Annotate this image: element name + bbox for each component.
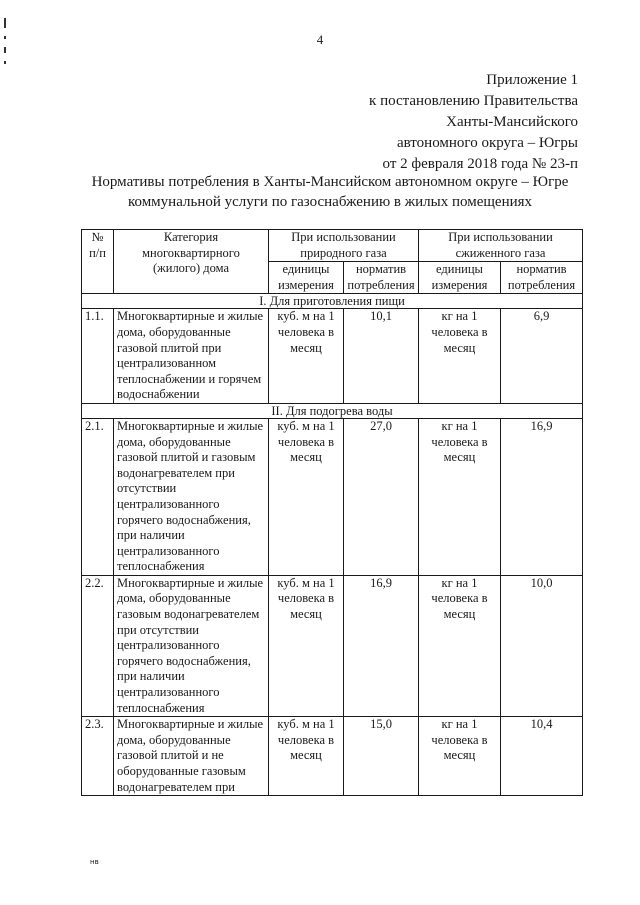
title-line: коммунальной услуги по газоснабжению в жилых помещениях [127, 194, 533, 210]
margin-marks [4, 18, 6, 78]
row-natural-norm: 16,9 [344, 575, 419, 716]
row-category: Многоквартирные и жилые дома, оборудованные газовой плитой при централизованном теплоснабжении и горячем водоснабжении [114, 309, 269, 404]
table-row [82, 418, 583, 575]
row-category: Многоквартирные и жилые дома, оборудованные газовым водонагревателем при отсутствии централизованного горячего водоснабжения, при наличии централизованного теплоснабжения [114, 575, 269, 716]
row-natural-norm: 27,0 [344, 418, 419, 575]
norms-table [81, 229, 583, 796]
appendix-line: к постановлению Правительства [369, 93, 578, 109]
row-natural-unit: куб. м на 1 человека в месяц [269, 717, 344, 796]
header-norm: норматив потребления [344, 262, 419, 294]
table-row [82, 309, 583, 404]
header-units: единицы измерения [269, 262, 344, 294]
row-liquefied-unit: кг на 1 человека в месяц [419, 309, 501, 404]
page-number: 4 [316, 32, 324, 47]
appendix-line: Приложение 1 [486, 72, 578, 88]
row-num: 2.1. [82, 418, 114, 575]
row-liquefied-norm: 10,4 [501, 717, 583, 796]
document-title [60, 172, 600, 212]
appendix-block [369, 70, 578, 175]
title-line: Нормативы потребления в Ханты-Мансийском автономном округе – Югре [91, 174, 569, 190]
row-num: 2.3. [82, 717, 114, 796]
section-row [82, 294, 583, 309]
row-num: 1.1. [82, 309, 114, 404]
header-units: единицы измерения [419, 262, 501, 294]
section-title: II. Для подогрева воды [82, 403, 583, 418]
footer-mark: нв [90, 858, 99, 866]
row-natural-unit: куб. м на 1 человека в месяц [269, 309, 344, 404]
row-category: Многоквартирные и жилые дома, оборудованные газовой плитой и не оборудованные газовым водонагревателем при [114, 717, 269, 796]
row-liquefied-norm: 10,0 [501, 575, 583, 716]
appendix-line: автономного округа – Югры [396, 135, 578, 151]
appendix-line: Ханты-Мансийского [446, 114, 578, 130]
row-natural-unit: куб. м на 1 человека в месяц [269, 575, 344, 716]
row-liquefied-unit: кг на 1 человека в месяц [419, 575, 501, 716]
row-category: Многоквартирные и жилые дома, оборудованные газовой плитой и газовым водонагревателем при отсутствии централизованного горячего водоснабжения, при наличии централизованного теплоснабжения [114, 418, 269, 575]
header-num: № п/п [82, 230, 114, 294]
row-liquefied-norm: 6,9 [501, 309, 583, 404]
row-natural-norm: 10,1 [344, 309, 419, 404]
header-liquefied-gas: При использовании сжиженного газа [419, 230, 583, 262]
section-title: I. Для приготовления пищи [82, 294, 583, 309]
table-row [82, 717, 583, 796]
header-category: Категория многоквартирного (жилого) дома [114, 230, 269, 294]
row-liquefied-norm: 16,9 [501, 418, 583, 575]
row-natural-norm: 15,0 [344, 717, 419, 796]
section-row [82, 403, 583, 418]
row-liquefied-unit: кг на 1 человека в месяц [419, 418, 501, 575]
row-num: 2.2. [82, 575, 114, 716]
appendix-line: от 2 февраля 2018 года № 23-п [382, 156, 578, 172]
header-norm: норматив потребления [501, 262, 583, 294]
row-liquefied-unit: кг на 1 человека в месяц [419, 717, 501, 796]
header-natural-gas: При использовании природного газа [269, 230, 419, 262]
row-natural-unit: куб. м на 1 человека в месяц [269, 418, 344, 575]
table-row [82, 575, 583, 716]
